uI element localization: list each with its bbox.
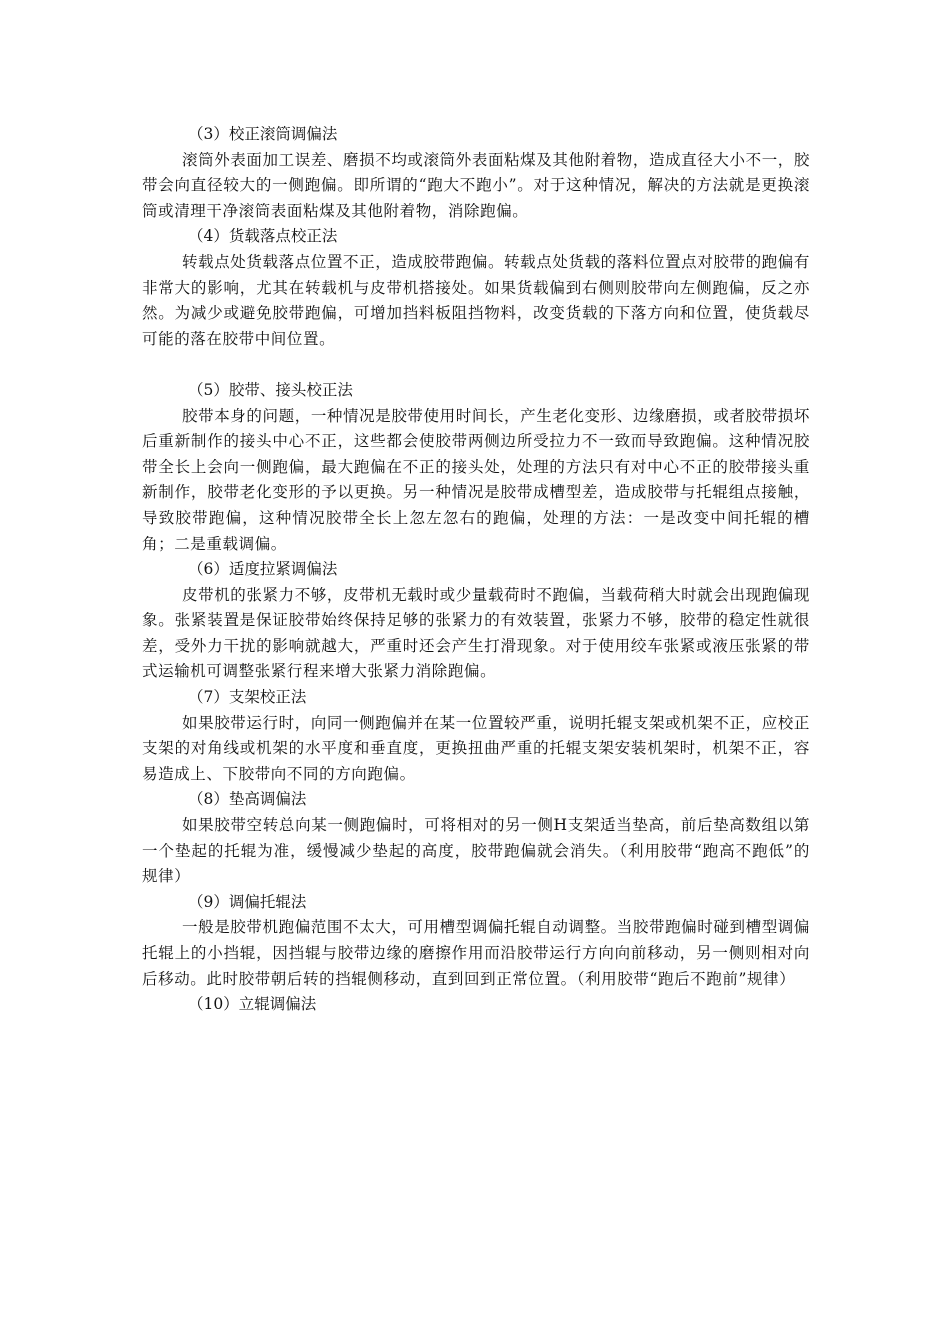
section-paragraph-4: 转载点处货载落点位置不正，造成胶带跑偏。转载点处货载的落料位置点对胶带的跑偏有非常大的影响，尤其在转载机与皮带机搭接处。如果货载偏到右侧则胶带向左侧跑偏，反之亦然。为减少或避免胶带跑偏，可增加挡料板阻挡物料，改变货载的下落方向和位置，使货载尽可能的落在胶带中间位置。 xyxy=(142,252,810,348)
section-heading-10: （10）立辊调偏法 xyxy=(188,995,317,1014)
section-heading-3: （3）校正滚筒调偏法 xyxy=(188,125,338,143)
section-paragraph-6: 皮带机的张紧力不够，皮带机无载时或少量载荷时不跑偏，当载荷稍大时就会出现跑偏现象。张紧装置是保证胶带始终保持足够的张紧力的有效装置，张紧力不够，胶带的稳定性就很差，受外力干扰的影响就越大，严重时还会产生打滑现象。对于使用绞车张紧或液压张紧的带式运输机可调整张紧行程来增大张紧力消除跑偏。 xyxy=(142,585,810,681)
section-paragraph-5: 胶带本身的问题，一种情况是胶带使用时间长，产生老化变形、边缘磨损，或者胶带损坏后重新制作的接头中心不正，这些都会使胶带两侧边所受拉力不一致而导致跑偏。这种情况胶带全长上会向一侧跑偏，最大跑偏在不正的接头处，处理的方法只有对中心不正的胶带接头重新制作，胶带老化变形的予以更换。另一种情况是胶带成槽型差，造成胶带与托辊组点接触，导致胶带跑偏，这种情况胶带全长上忽左忽右的跑偏，处理的方法：一是改变中间托辊的槽角；二是重载调偏。 xyxy=(142,406,810,553)
section-paragraph-8: 如果胶带空转总向某一侧跑偏时，可将相对的另一侧H支架适当垫高，前后垫高数组以第一个垫起的托辊为准，缓慢减少垫起的高度，胶带跑偏就会消失。（利用胶带“跑高不跑低”的规律） xyxy=(142,816,810,886)
document-page xyxy=(142,122,810,1018)
section-heading-4: （4）货载落点校正法 xyxy=(188,227,338,246)
section-paragraph-7: 如果胶带运行时，向同一侧跑偏并在某一位置较严重，说明托辊支架或机架不正，应校正支架的对角线或机架的水平度和垂直度，更换扭曲严重的托辊支架安装机架时，机架不正，容易造成上、下胶带向不同的方向跑偏。 xyxy=(142,713,810,783)
blank-line xyxy=(142,352,810,378)
section-heading-7: （7）支架校正法 xyxy=(188,688,307,707)
section-heading-5: （5）胶带、接头校正法 xyxy=(188,380,353,399)
section-heading-8: （8）垫高调偏法 xyxy=(188,790,307,809)
section-heading-6: （6）适度拉紧调偏法 xyxy=(188,560,338,579)
section-paragraph-3: 滚筒外表面加工误差、磨损不均或滚筒外表面粘煤及其他附着物，造成直径大小不一，胶带会向直径较大的一侧跑偏。即所谓的“跑大不跑小”。对于这种情况，解决的方法就是更换滚筒或清理干净滚筒表面粘煤及其他附着物，消除跑偏。 xyxy=(142,150,810,220)
section-heading-9: （9）调偏托辊法 xyxy=(188,892,307,911)
section-paragraph-9: 一般是胶带机跑偏范围不太大，可用槽型调偏托辊自动调整。当胶带跑偏时碰到槽型调偏托辊上的小挡辊，因挡辊与胶带边缘的磨擦作用而沿胶带运行方向向前移动，另一侧则相对向后移动。此时胶带朝后转的挡辊侧移动，直到回到正常位置。（利用胶带“跑后不跑前”规律） xyxy=(142,918,810,988)
